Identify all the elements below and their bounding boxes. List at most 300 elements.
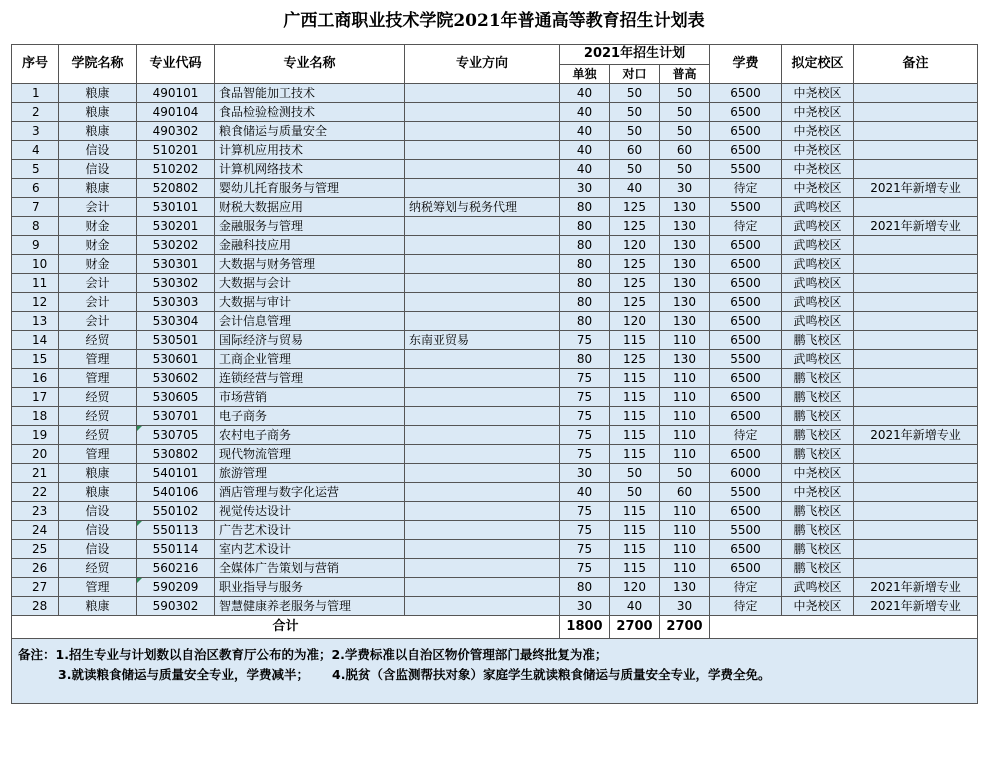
cell-remark [854, 312, 978, 331]
cell-code: 530601 [137, 350, 215, 369]
cell-major: 计算机应用技术 [215, 141, 405, 160]
cell-code: 530602 [137, 369, 215, 388]
cell-code: 550102 [137, 502, 215, 521]
cell-major: 金融科技应用 [215, 236, 405, 255]
cell-college: 信设 [59, 540, 137, 559]
total-single: 1800 [560, 616, 610, 639]
cell-direction: 东南亚贸易 [405, 331, 560, 350]
cell-seq: 1 [12, 84, 59, 103]
cell-fee: 6500 [710, 255, 782, 274]
cell-plan-single: 75 [560, 426, 610, 445]
cell-plan-single: 75 [560, 369, 610, 388]
cell-college: 财金 [59, 217, 137, 236]
cell-plan-duikou: 115 [610, 445, 660, 464]
cell-major: 全媒体广告策划与营销 [215, 559, 405, 578]
cell-major: 粮食储运与质量安全 [215, 122, 405, 141]
cell-plan-general: 110 [660, 540, 710, 559]
table-row [12, 350, 978, 369]
cell-plan-duikou: 125 [610, 217, 660, 236]
cell-plan-duikou: 40 [610, 179, 660, 198]
cell-plan-duikou: 120 [610, 236, 660, 255]
cell-college: 粮康 [59, 179, 137, 198]
cell-major: 职业指导与服务 [215, 578, 405, 597]
total-general: 2700 [660, 616, 710, 639]
cell-direction: 纳税筹划与税务代理 [405, 198, 560, 217]
cell-remark [854, 274, 978, 293]
cell-campus: 中尧校区 [782, 160, 854, 179]
header-campus: 拟定校区 [782, 45, 854, 84]
cell-campus: 鹏飞校区 [782, 331, 854, 350]
cell-college: 会计 [59, 274, 137, 293]
cell-remark [854, 369, 978, 388]
cell-seq: 5 [12, 160, 59, 179]
cell-seq: 9 [12, 236, 59, 255]
cell-plan-duikou: 50 [610, 103, 660, 122]
cell-plan-single: 80 [560, 293, 610, 312]
cell-fee: 6500 [710, 312, 782, 331]
cell-fee: 5500 [710, 160, 782, 179]
cell-plan-single: 40 [560, 84, 610, 103]
cell-code: 530802 [137, 445, 215, 464]
cell-code: 490104 [137, 103, 215, 122]
cell-code: 510202 [137, 160, 215, 179]
cell-campus: 鹏飞校区 [782, 521, 854, 540]
table-row [12, 255, 978, 274]
cell-major: 大数据与审计 [215, 293, 405, 312]
header-code: 专业代码 [137, 45, 215, 84]
cell-direction [405, 464, 560, 483]
table-row [12, 502, 978, 521]
cell-college: 粮康 [59, 597, 137, 616]
cell-plan-single: 75 [560, 502, 610, 521]
cell-plan-single: 75 [560, 521, 610, 540]
cell-plan-general: 50 [660, 160, 710, 179]
cell-plan-single: 40 [560, 160, 610, 179]
cell-plan-duikou: 50 [610, 122, 660, 141]
cell-plan-single: 30 [560, 464, 610, 483]
cell-major: 会计信息管理 [215, 312, 405, 331]
cell-remark [854, 445, 978, 464]
cell-seq: 19 [12, 426, 59, 445]
cell-direction [405, 559, 560, 578]
cell-code: 530301 [137, 255, 215, 274]
notes-cell [12, 639, 978, 704]
cell-major: 酒店管理与数字化运营 [215, 483, 405, 502]
cell-direction [405, 407, 560, 426]
cell-major: 大数据与会计 [215, 274, 405, 293]
cell-campus: 中尧校区 [782, 103, 854, 122]
cell-major: 财税大数据应用 [215, 198, 405, 217]
cell-fee: 6500 [710, 502, 782, 521]
cell-plan-single: 80 [560, 217, 610, 236]
cell-campus: 武鸣校区 [782, 578, 854, 597]
cell-seq: 4 [12, 141, 59, 160]
cell-plan-duikou: 60 [610, 141, 660, 160]
cell-seq: 25 [12, 540, 59, 559]
cell-seq: 15 [12, 350, 59, 369]
cell-code: 530701 [137, 407, 215, 426]
cell-plan-general: 130 [660, 350, 710, 369]
cell-college: 经贸 [59, 559, 137, 578]
cell-fee: 待定 [710, 426, 782, 445]
cell-plan-single: 75 [560, 388, 610, 407]
cell-seq: 14 [12, 331, 59, 350]
cell-campus: 鹏飞校区 [782, 388, 854, 407]
cell-fee: 6500 [710, 103, 782, 122]
cell-plan-single: 80 [560, 578, 610, 597]
cell-code: 560216 [137, 559, 215, 578]
header-plan-general: 普高 [660, 64, 710, 84]
cell-plan-general: 130 [660, 312, 710, 331]
cell-plan-duikou: 115 [610, 559, 660, 578]
cell-seq: 23 [12, 502, 59, 521]
cell-direction [405, 502, 560, 521]
cell-fee: 6500 [710, 331, 782, 350]
table-row [12, 84, 978, 103]
table-row [12, 464, 978, 483]
cell-campus: 鹏飞校区 [782, 502, 854, 521]
cell-campus: 鹏飞校区 [782, 407, 854, 426]
cell-direction [405, 540, 560, 559]
cell-remark: 2021年新增专业 [854, 578, 978, 597]
cell-major: 电子商务 [215, 407, 405, 426]
cell-major: 视觉传达设计 [215, 502, 405, 521]
cell-direction [405, 217, 560, 236]
cell-remark: 2021年新增专业 [854, 426, 978, 445]
cell-fee: 6500 [710, 84, 782, 103]
table-row [12, 426, 978, 445]
cell-seq: 18 [12, 407, 59, 426]
cell-seq: 27 [12, 578, 59, 597]
cell-college: 粮康 [59, 483, 137, 502]
cell-remark: 2021年新增专业 [854, 597, 978, 616]
cell-seq: 17 [12, 388, 59, 407]
cell-campus: 武鸣校区 [782, 274, 854, 293]
table-row [12, 578, 978, 597]
cell-plan-general: 50 [660, 103, 710, 122]
cell-direction [405, 483, 560, 502]
cell-code: 490302 [137, 122, 215, 141]
cell-college: 粮康 [59, 122, 137, 141]
cell-major: 旅游管理 [215, 464, 405, 483]
cell-college: 财金 [59, 255, 137, 274]
cell-seq: 6 [12, 179, 59, 198]
cell-campus: 武鸣校区 [782, 293, 854, 312]
cell-remark [854, 559, 978, 578]
cell-plan-general: 110 [660, 521, 710, 540]
cell-seq: 26 [12, 559, 59, 578]
cell-fee: 待定 [710, 597, 782, 616]
cell-seq: 10 [12, 255, 59, 274]
cell-direction [405, 388, 560, 407]
cell-plan-duikou: 115 [610, 331, 660, 350]
cell-college: 经贸 [59, 426, 137, 445]
cell-remark [854, 255, 978, 274]
cell-plan-general: 50 [660, 84, 710, 103]
cell-direction [405, 597, 560, 616]
cell-remark [854, 502, 978, 521]
note-line-1: 备注：1.招生专业与计划数以自治区教育厅公布的为准；2.学费标准以自治区物价管理部门最终批复为准； [18, 647, 608, 662]
cell-plan-general: 130 [660, 293, 710, 312]
cell-plan-general: 30 [660, 179, 710, 198]
cell-remark [854, 464, 978, 483]
cell-plan-single: 40 [560, 483, 610, 502]
cell-major: 计算机网络技术 [215, 160, 405, 179]
cell-code: 550113 [137, 521, 215, 540]
table-row [12, 274, 978, 293]
cell-plan-single: 30 [560, 179, 610, 198]
cell-direction [405, 274, 560, 293]
cell-code: 530303 [137, 293, 215, 312]
total-blank [710, 616, 978, 639]
cell-major: 室内艺术设计 [215, 540, 405, 559]
cell-campus: 中尧校区 [782, 179, 854, 198]
cell-major: 婴幼儿托育服务与管理 [215, 179, 405, 198]
cell-fee: 6500 [710, 293, 782, 312]
cell-direction [405, 255, 560, 274]
cell-remark [854, 103, 978, 122]
cell-campus: 鹏飞校区 [782, 369, 854, 388]
table-row [12, 369, 978, 388]
cell-campus: 武鸣校区 [782, 255, 854, 274]
cell-major: 市场营销 [215, 388, 405, 407]
cell-direction [405, 521, 560, 540]
cell-seq: 7 [12, 198, 59, 217]
cell-plan-duikou: 115 [610, 388, 660, 407]
cell-plan-general: 50 [660, 122, 710, 141]
cell-fee: 6500 [710, 388, 782, 407]
cell-plan-general: 130 [660, 217, 710, 236]
header-plan-single: 单独 [560, 64, 610, 84]
table-body [12, 84, 978, 616]
cell-remark [854, 122, 978, 141]
total-duikou: 2700 [610, 616, 660, 639]
cell-major: 智慧健康养老服务与管理 [215, 597, 405, 616]
cell-code: 490101 [137, 84, 215, 103]
table-row [12, 141, 978, 160]
cell-campus: 鹏飞校区 [782, 559, 854, 578]
cell-fee: 5500 [710, 350, 782, 369]
cell-campus: 武鸣校区 [782, 236, 854, 255]
header-college: 学院名称 [59, 45, 137, 84]
cell-fee: 5500 [710, 483, 782, 502]
table-row [12, 483, 978, 502]
cell-college: 经贸 [59, 407, 137, 426]
total-label: 合计 [12, 616, 560, 639]
cell-fee: 6500 [710, 407, 782, 426]
cell-plan-single: 80 [560, 312, 610, 331]
cell-campus: 中尧校区 [782, 483, 854, 502]
cell-seq: 13 [12, 312, 59, 331]
cell-direction [405, 141, 560, 160]
cell-campus: 武鸣校区 [782, 312, 854, 331]
note-line-2: 3.就读粮食储运与质量安全专业，学费减半； 4.脱贫（含监测帮扶对象）家庭学生就读粮食储运与质量安全专业，学费全免。 [58, 667, 771, 682]
cell-fee: 待定 [710, 179, 782, 198]
page-title: 广西工商职业技术学院2021年普通高等教育招生计划表 [283, 11, 705, 31]
cell-campus: 中尧校区 [782, 597, 854, 616]
cell-plan-single: 80 [560, 255, 610, 274]
cell-seq: 28 [12, 597, 59, 616]
cell-seq: 20 [12, 445, 59, 464]
cell-plan-general: 110 [660, 502, 710, 521]
cell-code: 530202 [137, 236, 215, 255]
cell-plan-duikou: 50 [610, 464, 660, 483]
cell-plan-single: 40 [560, 103, 610, 122]
cell-remark [854, 141, 978, 160]
cell-direction [405, 293, 560, 312]
cell-direction [405, 312, 560, 331]
cell-seq: 2 [12, 103, 59, 122]
table-row [12, 293, 978, 312]
cell-college: 信设 [59, 141, 137, 160]
table-row [12, 540, 978, 559]
cell-campus: 中尧校区 [782, 84, 854, 103]
cell-college: 信设 [59, 502, 137, 521]
cell-remark [854, 198, 978, 217]
cell-plan-duikou: 115 [610, 426, 660, 445]
header-plan-duikou: 对口 [610, 64, 660, 84]
table-row [12, 388, 978, 407]
table-row [12, 179, 978, 198]
cell-seq: 12 [12, 293, 59, 312]
cell-remark [854, 236, 978, 255]
cell-code: 590302 [137, 597, 215, 616]
header-direction: 专业方向 [405, 45, 560, 84]
cell-fee: 6500 [710, 236, 782, 255]
cell-fee: 6500 [710, 540, 782, 559]
cell-fee: 5500 [710, 198, 782, 217]
cell-college: 会计 [59, 312, 137, 331]
cell-major: 大数据与财务管理 [215, 255, 405, 274]
table-row [12, 198, 978, 217]
cell-college: 管理 [59, 578, 137, 597]
cell-campus: 武鸣校区 [782, 350, 854, 369]
cell-college: 信设 [59, 521, 137, 540]
table-row [12, 445, 978, 464]
notes-row [12, 639, 978, 704]
table-row [12, 331, 978, 350]
cell-college: 管理 [59, 445, 137, 464]
cell-plan-duikou: 120 [610, 312, 660, 331]
enrollment-plan-table [11, 44, 978, 704]
cell-seq: 3 [12, 122, 59, 141]
cell-plan-single: 80 [560, 274, 610, 293]
cell-remark [854, 483, 978, 502]
cell-remark [854, 388, 978, 407]
cell-code: 540106 [137, 483, 215, 502]
cell-college: 管理 [59, 350, 137, 369]
cell-major: 食品智能加工技术 [215, 84, 405, 103]
cell-plan-duikou: 125 [610, 255, 660, 274]
table-row [12, 597, 978, 616]
cell-major: 广告艺术设计 [215, 521, 405, 540]
cell-direction [405, 103, 560, 122]
cell-seq: 24 [12, 521, 59, 540]
cell-college: 粮康 [59, 84, 137, 103]
cell-plan-duikou: 50 [610, 160, 660, 179]
cell-plan-single: 40 [560, 122, 610, 141]
cell-major: 连锁经营与管理 [215, 369, 405, 388]
cell-college: 财金 [59, 236, 137, 255]
cell-campus: 鹏飞校区 [782, 445, 854, 464]
cell-plan-duikou: 50 [610, 84, 660, 103]
cell-plan-general: 110 [660, 369, 710, 388]
cell-campus: 鹏飞校区 [782, 540, 854, 559]
cell-plan-general: 130 [660, 236, 710, 255]
cell-direction [405, 350, 560, 369]
cell-code: 530304 [137, 312, 215, 331]
cell-plan-single: 75 [560, 445, 610, 464]
cell-plan-single: 30 [560, 597, 610, 616]
cell-plan-general: 30 [660, 597, 710, 616]
cell-college: 粮康 [59, 464, 137, 483]
cell-plan-general: 110 [660, 388, 710, 407]
cell-plan-general: 130 [660, 274, 710, 293]
cell-college: 会计 [59, 293, 137, 312]
cell-plan-duikou: 40 [610, 597, 660, 616]
header-plan-group: 2021年招生计划 [560, 45, 710, 65]
table-header [12, 45, 978, 84]
cell-remark: 2021年新增专业 [854, 217, 978, 236]
cell-plan-duikou: 50 [610, 483, 660, 502]
cell-plan-general: 110 [660, 445, 710, 464]
table-row [12, 407, 978, 426]
table-row [12, 236, 978, 255]
table-row [12, 217, 978, 236]
cell-remark [854, 407, 978, 426]
cell-plan-general: 60 [660, 141, 710, 160]
cell-college: 经贸 [59, 331, 137, 350]
cell-plan-duikou: 115 [610, 521, 660, 540]
cell-direction [405, 445, 560, 464]
cell-major: 农村电子商务 [215, 426, 405, 445]
cell-direction [405, 160, 560, 179]
cell-code: 510201 [137, 141, 215, 160]
cell-plan-general: 60 [660, 483, 710, 502]
cell-seq: 22 [12, 483, 59, 502]
cell-plan-duikou: 125 [610, 198, 660, 217]
cell-campus: 中尧校区 [782, 464, 854, 483]
cell-fee: 待定 [710, 578, 782, 597]
cell-plan-single: 80 [560, 198, 610, 217]
cell-remark [854, 540, 978, 559]
table-row [12, 122, 978, 141]
cell-major: 工商企业管理 [215, 350, 405, 369]
cell-remark [854, 350, 978, 369]
cell-plan-single: 80 [560, 350, 610, 369]
cell-remark [854, 521, 978, 540]
total-row [12, 616, 978, 639]
cell-direction [405, 122, 560, 141]
cell-fee: 6500 [710, 445, 782, 464]
cell-code: 530201 [137, 217, 215, 236]
table-row [12, 559, 978, 578]
table-row [12, 160, 978, 179]
cell-college: 经贸 [59, 388, 137, 407]
cell-campus: 武鸣校区 [782, 217, 854, 236]
cell-major: 食品检验检测技术 [215, 103, 405, 122]
cell-college: 信设 [59, 160, 137, 179]
header-seq: 序号 [12, 45, 59, 84]
cell-plan-general: 130 [660, 578, 710, 597]
cell-fee: 6500 [710, 141, 782, 160]
cell-plan-single: 75 [560, 331, 610, 350]
cell-direction [405, 84, 560, 103]
cell-seq: 16 [12, 369, 59, 388]
cell-remark [854, 84, 978, 103]
cell-plan-general: 130 [660, 255, 710, 274]
cell-plan-duikou: 115 [610, 407, 660, 426]
